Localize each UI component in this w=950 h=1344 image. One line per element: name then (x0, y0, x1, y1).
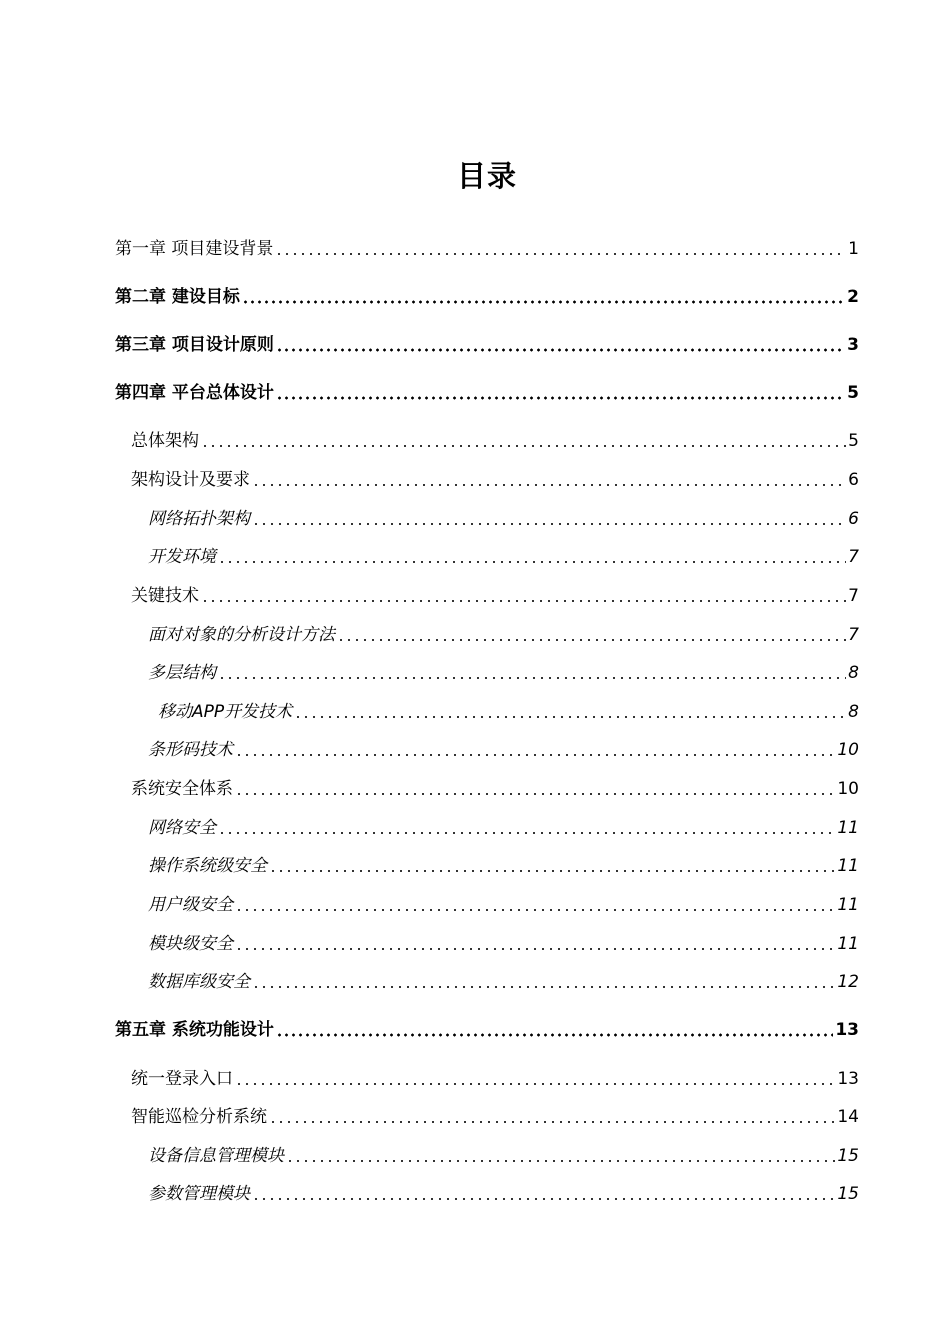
dot-leader (235, 1082, 835, 1086)
toc-page-number: 15 (837, 1184, 859, 1204)
toc-entry-section[interactable] (131, 464, 859, 492)
toc-page-number: 13 (835, 1020, 859, 1040)
toc-page-number: 13 (837, 1069, 859, 1089)
toc-entry-text: 多层结构 (148, 663, 216, 683)
toc-entry-text: 参数管理模块 (148, 1184, 250, 1204)
toc-page-number: 8 (848, 663, 859, 683)
toc-entry-text: 架构设计及要求 (131, 470, 250, 490)
toc-entry-subsection[interactable] (148, 966, 859, 994)
toc-page-number: 11 (837, 856, 859, 876)
toc-entry-subsection[interactable] (148, 657, 859, 685)
dot-leader (294, 715, 846, 719)
toc-entry-text: 第五章 系统功能设计 (115, 1020, 274, 1040)
dot-leader (275, 252, 846, 256)
toc-page-number: 12 (837, 972, 859, 992)
toc-entry-section[interactable] (131, 580, 859, 608)
toc-entry-subsection[interactable] (148, 1140, 859, 1168)
toc-entry-text: 第二章 建设目标 (115, 287, 240, 307)
toc-entry-text: 开发环境 (148, 547, 216, 567)
dot-leader (201, 444, 846, 448)
toc-page-number: 14 (837, 1107, 859, 1127)
toc-entry-subsection[interactable] (148, 850, 859, 878)
dot-leader (337, 638, 846, 642)
dot-leader (218, 676, 846, 680)
toc-page-number: 7 (848, 586, 859, 606)
toc-entry-section[interactable] (131, 1063, 859, 1091)
toc-entry-section[interactable] (131, 1101, 859, 1129)
toc-page-number: 5 (847, 383, 859, 403)
dot-leader (269, 869, 835, 873)
toc-page-number: 11 (837, 818, 859, 838)
dot-leader (201, 599, 846, 603)
toc-page-number: 11 (837, 895, 859, 915)
dot-leader (235, 908, 835, 912)
toc-entry-subsection[interactable] (158, 696, 859, 724)
toc-entry-subsection[interactable] (148, 812, 859, 840)
toc-entry-text: 模块级安全 (148, 934, 233, 954)
toc-title: 目录 (456, 159, 517, 193)
toc-entry-chapter-1[interactable] (115, 233, 859, 261)
toc-entry-section[interactable] (131, 425, 859, 453)
toc-entry-text: 智能巡检分析系统 (131, 1107, 267, 1127)
toc-entry-text: 第四章 平台总体设计 (115, 383, 274, 403)
dot-leader (286, 1159, 835, 1163)
toc-page-number: 6 (848, 509, 859, 529)
toc-entry-subsection[interactable] (148, 889, 859, 917)
toc-entry-text: 统一登录入口 (131, 1069, 233, 1089)
toc-page-number: 10 (837, 779, 859, 799)
toc-entry-text: 关键技术 (131, 586, 199, 606)
toc-entry-section[interactable] (131, 773, 859, 801)
dot-leader (252, 483, 846, 487)
toc-page-number: 8 (848, 702, 859, 722)
toc-entry-text: 网络安全 (148, 818, 216, 838)
toc-entry-chapter-3[interactable] (115, 329, 859, 357)
toc-entry-text: 用户级安全 (148, 895, 233, 915)
dot-leader (269, 1120, 835, 1124)
toc-entry-subsection[interactable] (148, 503, 859, 531)
toc-page-number: 2 (847, 287, 859, 307)
dot-leader (276, 396, 845, 400)
toc-entry-chapter-5[interactable] (115, 1014, 859, 1042)
dot-leader (276, 348, 845, 352)
toc-entry-text: 操作系统级安全 (148, 856, 267, 876)
dot-leader (218, 831, 835, 835)
toc-entry-chapter-4[interactable] (115, 377, 859, 405)
toc-page-number: 11 (837, 934, 859, 954)
dot-leader (235, 947, 835, 951)
toc-page-number: 5 (848, 431, 859, 451)
dot-leader (252, 985, 835, 989)
toc-page-number: 3 (847, 335, 859, 355)
toc-entry-subsection[interactable] (148, 928, 859, 956)
dot-leader (235, 753, 835, 757)
dot-leader (252, 522, 846, 526)
toc-entry-text: 总体架构 (131, 431, 199, 451)
dot-leader (242, 300, 845, 304)
dot-leader (276, 1033, 833, 1037)
toc-entry-subsection[interactable] (148, 1178, 859, 1206)
toc-page-number: 10 (837, 740, 859, 760)
toc-page-number: 6 (848, 470, 859, 490)
toc-entry-chapter-2[interactable] (115, 281, 859, 309)
toc-entry-text: 网络拓扑架构 (148, 509, 250, 529)
toc-entry-text: 第三章 项目设计原则 (115, 335, 274, 355)
toc-entry-text: 移动APP开发技术 (158, 702, 293, 722)
toc-page-number: 7 (848, 625, 859, 645)
toc-page-number: 1 (848, 239, 859, 259)
dot-leader (235, 792, 835, 796)
toc-entry-text: 条形码技术 (148, 740, 233, 760)
toc-entry-subsection[interactable] (148, 541, 859, 569)
toc-entry-text: 面对对象的分析设计方法 (148, 625, 335, 645)
toc-entry-text: 设备信息管理模块 (148, 1146, 284, 1166)
toc-entry-text: 数据库级安全 (148, 972, 250, 992)
toc-entry-text: 系统安全体系 (131, 779, 233, 799)
toc-entry-subsection[interactable] (148, 619, 859, 647)
toc-entry-subsection[interactable] (148, 734, 859, 762)
toc-page-number: 15 (837, 1146, 859, 1166)
toc-entry-text: 第一章 项目建设背景 (115, 239, 274, 259)
toc-page-number: 7 (848, 547, 859, 567)
dot-leader (218, 560, 846, 564)
dot-leader (252, 1197, 835, 1201)
